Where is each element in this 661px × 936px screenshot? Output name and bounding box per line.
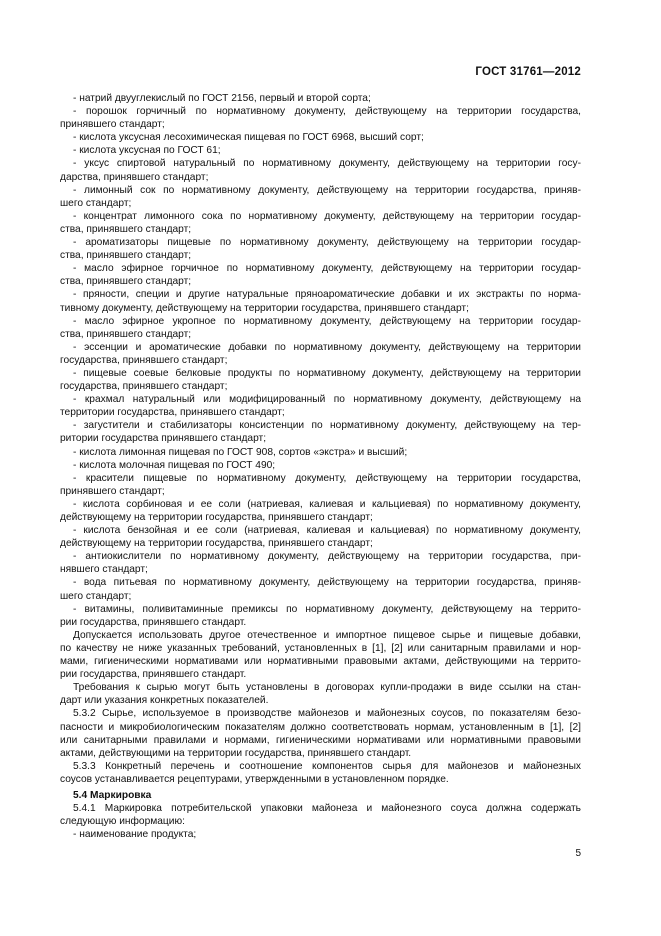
text-line: дарства, принявшего стандарт; (60, 171, 209, 183)
text-line: - порошок горчичный по нормативному документу, действующему на территории государства, (73, 106, 581, 118)
text-line: государства, принявшего стандарт; (60, 381, 228, 393)
text-line: шего стандарт; (60, 197, 132, 209)
text-line: актами, действующими на территории государства, принявшего стандарт. (60, 747, 412, 759)
text-line: - кислота лимонная пищевая по ГОСТ 908, сортов «экстра» и высший; (73, 446, 408, 458)
text-line: ства, принявшего стандарт; (60, 276, 192, 288)
text-line: принявшего стандарт; (60, 485, 165, 497)
text-line: - пряности, специи и другие натуральные пряноароматические добавки и их экстракты по норма- (73, 289, 581, 301)
text-line: - кислота уксусная по ГОСТ 61; (73, 145, 221, 157)
text-line: - антиокислители по нормативному документу, действующему на территории государства, при- (73, 551, 581, 563)
document-body (60, 92, 581, 841)
text-line: соусов устанавливается рецептурами, утвержденными в установленном порядке. (60, 773, 449, 785)
text-line: - масло эфирное укропное по нормативному документу, действующему на территории государ- (73, 315, 581, 327)
text-line: - пищевые соевые белковые продукты по нормативному документу, действующему на территории (73, 367, 581, 379)
text-line: - кислота молочная пищевая по ГОСТ 490; (73, 459, 276, 471)
text-line: - кислота уксусная лесохимическая пищевая по ГОСТ 6968, высший сорт; (73, 132, 424, 144)
text-line: нявшего стандарт; (60, 564, 148, 576)
text-line: действующему на территории государства, принявшего стандарт; (60, 538, 373, 550)
text-line: - лимонный сок по нормативному документу, действующему на территории государства, приняв- (73, 184, 581, 196)
text-line: дарт или указания конкретных показателей. (60, 695, 269, 707)
text-line: мами, гигиеническими нормативами или нормативными правовыми актами, действующими на террито- (60, 656, 581, 668)
text-line: 5.3.2 Сырье, используемое в производстве майонезов и майонезных соусов, по показателям безо- (73, 708, 581, 720)
text-line: государства, принявшего стандарт; (60, 354, 228, 366)
text-line: - кислота сорбиновая и ее соли (натриевая, калиевая и кальциевая) по нормативному документу, (73, 498, 581, 510)
text-line: рии государства, принявшего стандарт. (60, 669, 247, 681)
text-line: - наименование продукта; (73, 829, 197, 841)
text-line: Допускается использовать другое отечественное и импортное пищевое сырье и пищевые добавки, (73, 629, 581, 641)
text-line: - загустители и стабилизаторы консистенции по нормативному документу, действующему на тер- (73, 420, 581, 432)
text-line: шего стандарт; (60, 590, 132, 602)
document-number-header: ГОСТ 31761—2012 (475, 66, 581, 78)
text-line: ства, принявшего стандарт; (60, 250, 192, 262)
text-line: - крахмал натуральный или модифицированный по нормативному документу, действующему на (73, 394, 581, 406)
text-line: следующую информацию: (60, 816, 185, 828)
text-line: - ароматизаторы пищевые по нормативному документу, действующему на территории государ- (73, 237, 581, 249)
page-number: 5 (575, 848, 581, 859)
text-line: - вода питьевая по нормативному документу, действующему на территории государства, приняв- (73, 577, 581, 589)
text-line: - натрий двууглекислый по ГОСТ 2156, первый и второй сорта; (73, 93, 371, 104)
text-line: по качеству не ниже указанных требований, установленных в [1], [2] или санитарным правилами и нор- (60, 642, 581, 654)
text-line: пасности и микробиологическим показателям должно соответствовать нормам, установленным в [1], [2] (60, 721, 581, 733)
text-line: или санитарными правилами и нормами, гигиеническими нормативами или нормативными правовыми (60, 734, 581, 746)
text-line: - кислота бензойная и ее соли (натриевая, калиевая и кальциевая) по нормативному документу, (73, 525, 581, 537)
text-line: ства, принявшего стандарт; (60, 223, 192, 235)
text-line: территории государства, принявшего стандарт; (60, 407, 285, 419)
text-line: 5.4.1 Маркировка потребительской упаковки майонеза и майонезного соуса должна содержать (73, 803, 581, 815)
section-heading: 5.4 Маркировка (73, 789, 152, 801)
text-line: ства, принявшего стандарт; (60, 328, 192, 340)
text-line: Требования к сырью могут быть установлены в договорах купли-продажи в виде ссылки на стан- (73, 682, 581, 694)
text-line: - эссенции и ароматические добавки по нормативному документу, действующему на территории (73, 341, 581, 353)
text-line: - концентрат лимонного сока по нормативному документу, действующему на территории государ- (73, 210, 581, 222)
text-line: - уксус спиртовой натуральный по нормативному документу, действующему на территории госу- (73, 158, 581, 170)
text-line: - масло эфирное горчичное по нормативному документу, действующему на территории государ- (73, 263, 581, 275)
text-line: принявшего стандарт; (60, 119, 165, 131)
text-line: - красители пищевые по нормативному документу, действующему на территории государства, (73, 472, 581, 484)
text-line: - витамины, поливитаминные премиксы по нормативному документу, действующему на террито- (73, 603, 581, 615)
text-line: тивному документу, действующему на территории государства, принявшего стандарт; (60, 302, 469, 314)
text-line: рии государства, принявшего стандарт. (60, 616, 247, 628)
text-line: 5.3.3 Конкретный перечень и соотношение компонентов сырья для майонезов и майонезных (73, 760, 581, 772)
text-line: действующему на территории государства, принявшего стандарт; (60, 512, 373, 523)
text-line: ритории государства принявшего стандарт; (60, 433, 267, 445)
